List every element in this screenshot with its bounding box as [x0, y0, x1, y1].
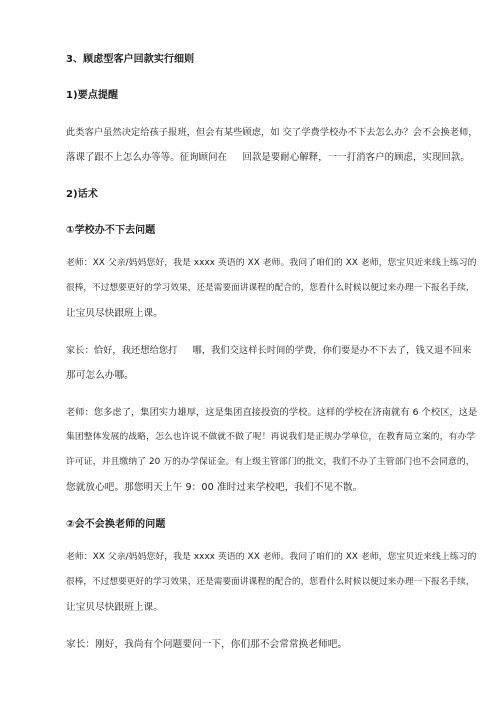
- sub-heading-scripts: 2)话术: [66, 189, 98, 200]
- section-title: 3、顾虑型客户回款实行细则: [66, 54, 195, 65]
- paragraph-line: 落课了跟不上怎么办等等。征询顾问在 回款是要耐心解释，一一打消客户的顾虑，实现回款。: [66, 152, 470, 163]
- paragraph-line: 很棒，不过想要更好的学习效果，还是需要面讲课程的配合的，您看什么时候以便过来办理一下报名手续，: [66, 577, 475, 587]
- paragraph-line: 那可怎么办哪。: [66, 370, 134, 381]
- paragraph-line: 您就放心吧。那您明天上午 9：00 准时过来学校吧，我们不见不散。: [66, 482, 363, 493]
- paragraph-line: 集团整体发展的战略，怎么也许说不做就不做了呢！再说我们是正规办学单位，在教育局立案的，有办学: [66, 432, 476, 442]
- paragraph-line: 让宝贝尽快跟班上课。: [66, 602, 163, 613]
- sub-heading-key-points: 1)要点提醒: [66, 90, 119, 101]
- paragraph-line: 家长：恰好，我还想给您打 哪，我们交这样长时间的学费，你们要是办不下去了，钱又退不回来: [66, 345, 472, 356]
- paragraph-line: 让宝贝尽快跟班上课。: [66, 308, 163, 319]
- paragraph-line: 老师：您多虑了，集团实力雄厚，这是集团直接投资的学校。这样的学校在济南就有 6 个校区，这是: [66, 407, 478, 418]
- paragraph-line: 家长：刚好，我尚有个问题要问一下，你们那不会常常换老师吧。: [66, 639, 348, 650]
- question-heading-teacher: ②会不会换老师的问题: [66, 519, 166, 530]
- paragraph-line: 许可证，并且缴纳了 20 万的办学保证金。有上级主管部门的批文，我们不办了主管部门也不会同意的，: [66, 457, 475, 467]
- paragraph-line: 此类客户虽然决定给孩子报班，但会有某些顾虑，如 交了学费学校办不下去怎么办？会不会换老师，: [66, 127, 478, 138]
- paragraph-line: 老师：XX 父亲/妈妈您好，我是 xxxx 英语的 XX 老师。我问了咱们的 XX 老师，您宝贝近来线上练习的: [66, 552, 477, 562]
- question-heading-school: ①学校办不下去问题: [66, 225, 156, 236]
- paragraph-line: 很棒，不过想要更好的学习效果，还是需要面讲课程的配合的，您看什么时候以便过来办理一下报名手续，: [66, 283, 475, 293]
- paragraph-line: 老师：XX 父亲/妈妈您好，我是 xxxx 英语的 XX 老师。我问了咱们的 XX 老师，您宝贝近来线上练习的: [66, 258, 477, 268]
